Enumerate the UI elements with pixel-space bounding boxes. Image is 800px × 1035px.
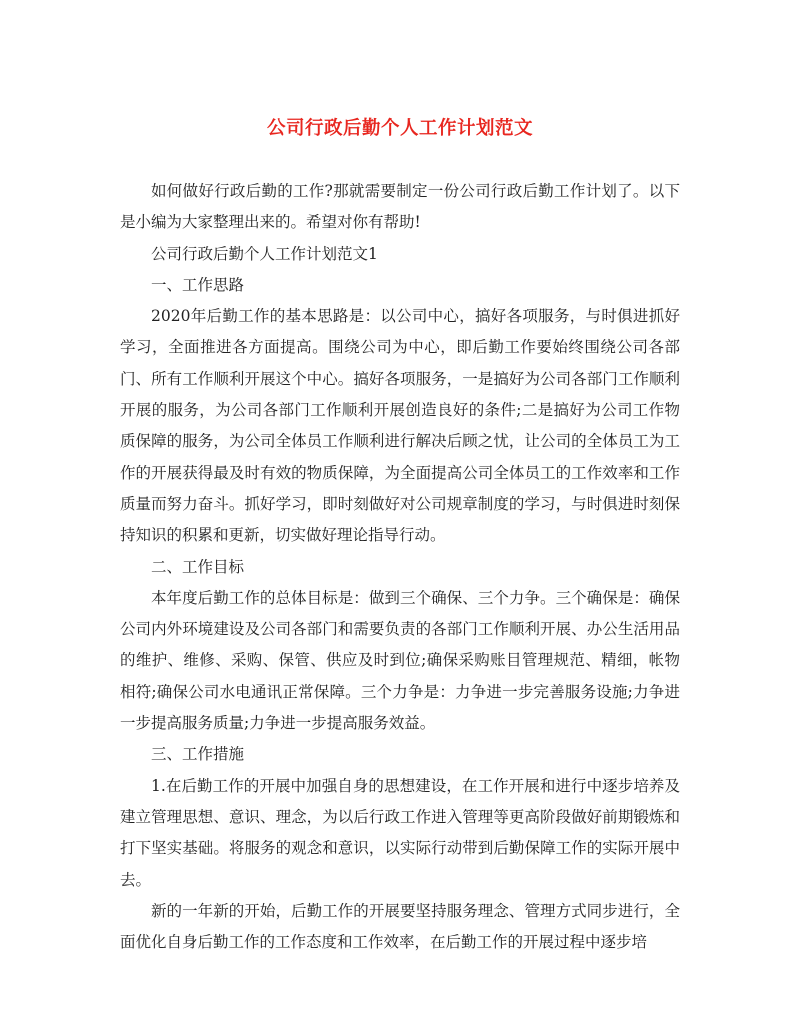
work-measures-paragraph-2: 新的一年新的开始，后勤工作的开展要坚持服务理念、管理方式同步进行，全面优化自身后勤工作的工作态度和工作效率，在后勤工作的开展过程中逐步培 [120, 901, 680, 952]
intro-paragraph: 如何做好行政后勤的工作?那就需要制定一份公司行政后勤工作计划了。以下是小编为大家整理出来的。希望对你有帮助! [120, 182, 680, 232]
section-heading-work-measures: 三、工作措施 [151, 745, 245, 764]
document-body [120, 176, 680, 958]
document-title: 公司行政后勤个人工作计划范文 [266, 118, 533, 139]
section-heading-plan-1: 公司行政后勤个人工作计划范文1 [151, 244, 378, 263]
work-measures-paragraph-1: 1.在后勤工作的开展中加强自身的思想建设，在工作开展和进行中逐步培养及建立管理思想、意识、理念，为以后行政工作进入管理等更高阶段做好前期锻炼和打下坚实基础。将服务的观念和意识，以实际行动带到后勤保障工作的实际开展中去。 [120, 776, 680, 889]
section-heading-work-ideas: 一、工作思路 [151, 275, 245, 294]
work-ideas-paragraph: 2020年后勤工作的基本思路是：以公司中心，搞好各项服务，与时俱进抓好学习，全面推进各方面提高。围绕公司为中心，即后勤工作要始终围绕公司各部门、所有工作顺利开展这个中心。搞好各项服务，一是搞好为公司各部门工作顺利开展的服务，为公司各部门工作顺利开展创造良好的条件;二是搞好为公司工作物质保障的服务，为公司全体员工作顺利进行解决后顾之忧，让公司的全体员工为工作的开展获得最及时有效的物质保障，为全面提高公司全体员工的工作效率和工作质量而努力奋斗。抓好学习，即时刻做好对公司规章制度的学习，与时俱进时刻保持知识的积累和更新，切实做好理论指导行动。 [120, 307, 680, 545]
work-goals-paragraph: 本年度后勤工作的总体目标是：做到三个确保、三个力争。三个确保是：确保公司内外环境建设及公司各部门和需要负责的各部门工作顺利开展、办公生活用品的维护、维修、采购、保管、供应及时到位;确保采购账目管理规范、精细，帐物相符;确保公司水电通讯正常保障。三个力争是：力争进一步完善服务设施;力争进一步提高服务质量;力争进一步提高服务效益。 [120, 588, 680, 733]
section-heading-work-goals: 二、工作目标 [151, 557, 245, 576]
